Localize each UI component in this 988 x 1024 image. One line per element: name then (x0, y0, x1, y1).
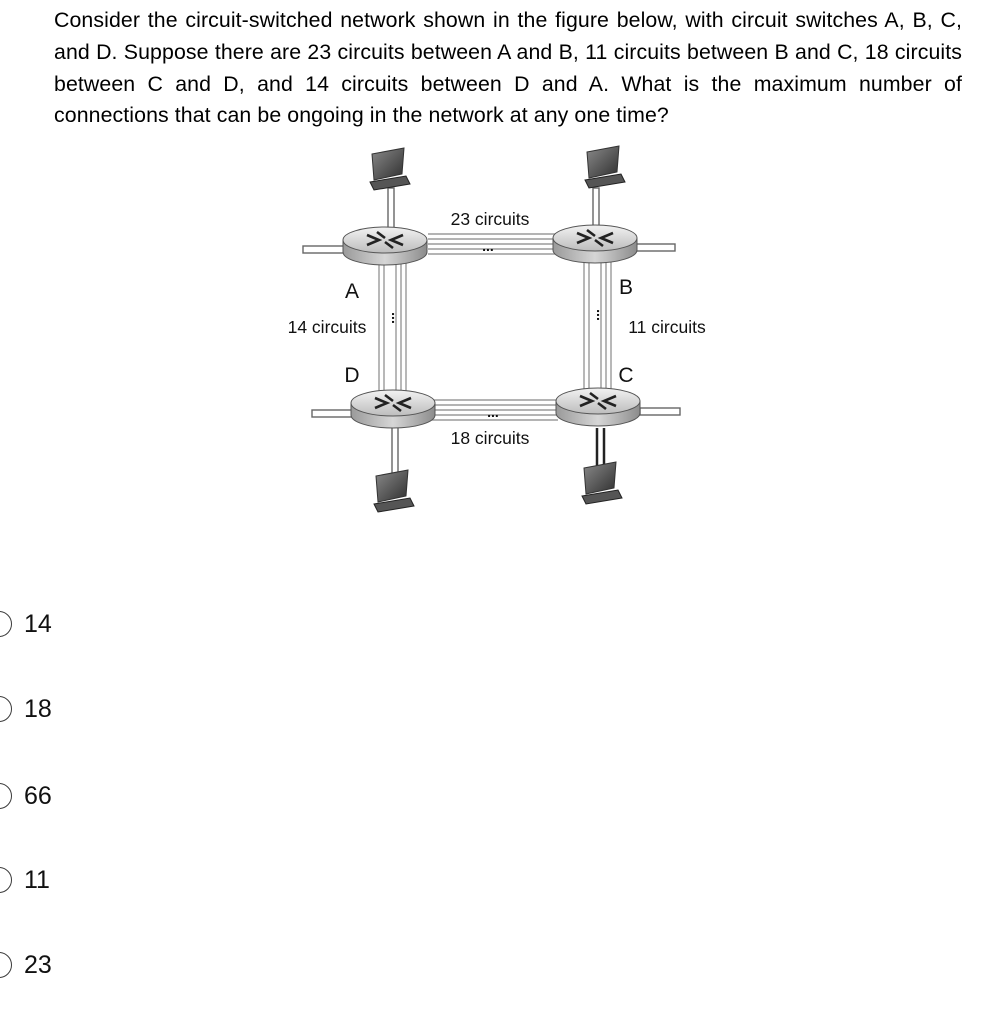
switch-b-icon (553, 225, 637, 263)
ellipsis-ab: ... (482, 238, 494, 254)
switch-d-icon (351, 390, 435, 428)
access-links (303, 188, 680, 474)
switch-c-label: C (618, 364, 634, 387)
access-link-c-down (597, 428, 604, 468)
switch-c-icon (556, 388, 640, 426)
answer-option[interactable] (0, 600, 160, 648)
radio-button[interactable] (0, 867, 12, 893)
host-computer-icon-top-left (370, 148, 410, 190)
ellipsis-ad: ... (389, 312, 405, 324)
link-d-c-bundle (432, 400, 558, 420)
switch-b-label: B (618, 276, 634, 299)
host-computer-icon-top-right (585, 146, 625, 188)
radio-button[interactable] (0, 952, 12, 978)
answer-option-label: 14 (24, 610, 52, 638)
radio-button[interactable] (0, 611, 12, 637)
switch-a-icon (343, 227, 427, 265)
switch-a-label: A (344, 280, 360, 303)
radio-button[interactable] (0, 783, 12, 809)
switch-d-label: D (344, 364, 360, 387)
link-d-a-label: 14 circuits (287, 317, 367, 337)
host-computer-icon-bottom-right (582, 462, 622, 504)
answer-option[interactable] (0, 685, 160, 733)
answer-option[interactable] (0, 772, 160, 820)
link-a-d-bundle (379, 262, 406, 396)
answer-option[interactable] (0, 856, 160, 904)
ellipsis-bc: ... (594, 309, 610, 321)
answer-option[interactable] (0, 941, 160, 989)
answer-option-label: 23 (24, 951, 52, 979)
host-computer-icon-bottom-left (374, 470, 414, 512)
link-a-b-bundle (428, 234, 556, 254)
answer-option-label: 18 (24, 695, 52, 723)
link-b-c-label: 11 circuits (628, 317, 706, 337)
answer-option-label: 66 (24, 782, 52, 810)
link-c-d-label: 18 circuits (450, 428, 530, 448)
radio-button[interactable] (0, 696, 12, 722)
link-b-c-bundle (584, 262, 611, 394)
question-text: Consider the circuit-switched network shown in the figure below, with circuit switches A, B, C, and D. Suppose there are 23 circuits between A and B, 11 circuits between B and C, 18 circuits between C and D, and 14 circuits between D and A. What is the maximum number of connections that can be ongoing in the network at any one time? (54, 8, 962, 128)
answer-option-label: 11 (24, 866, 50, 894)
ellipsis-dc: ... (487, 404, 499, 420)
link-a-b-label: 23 circuits (450, 209, 530, 229)
question-text-block (54, 5, 962, 132)
